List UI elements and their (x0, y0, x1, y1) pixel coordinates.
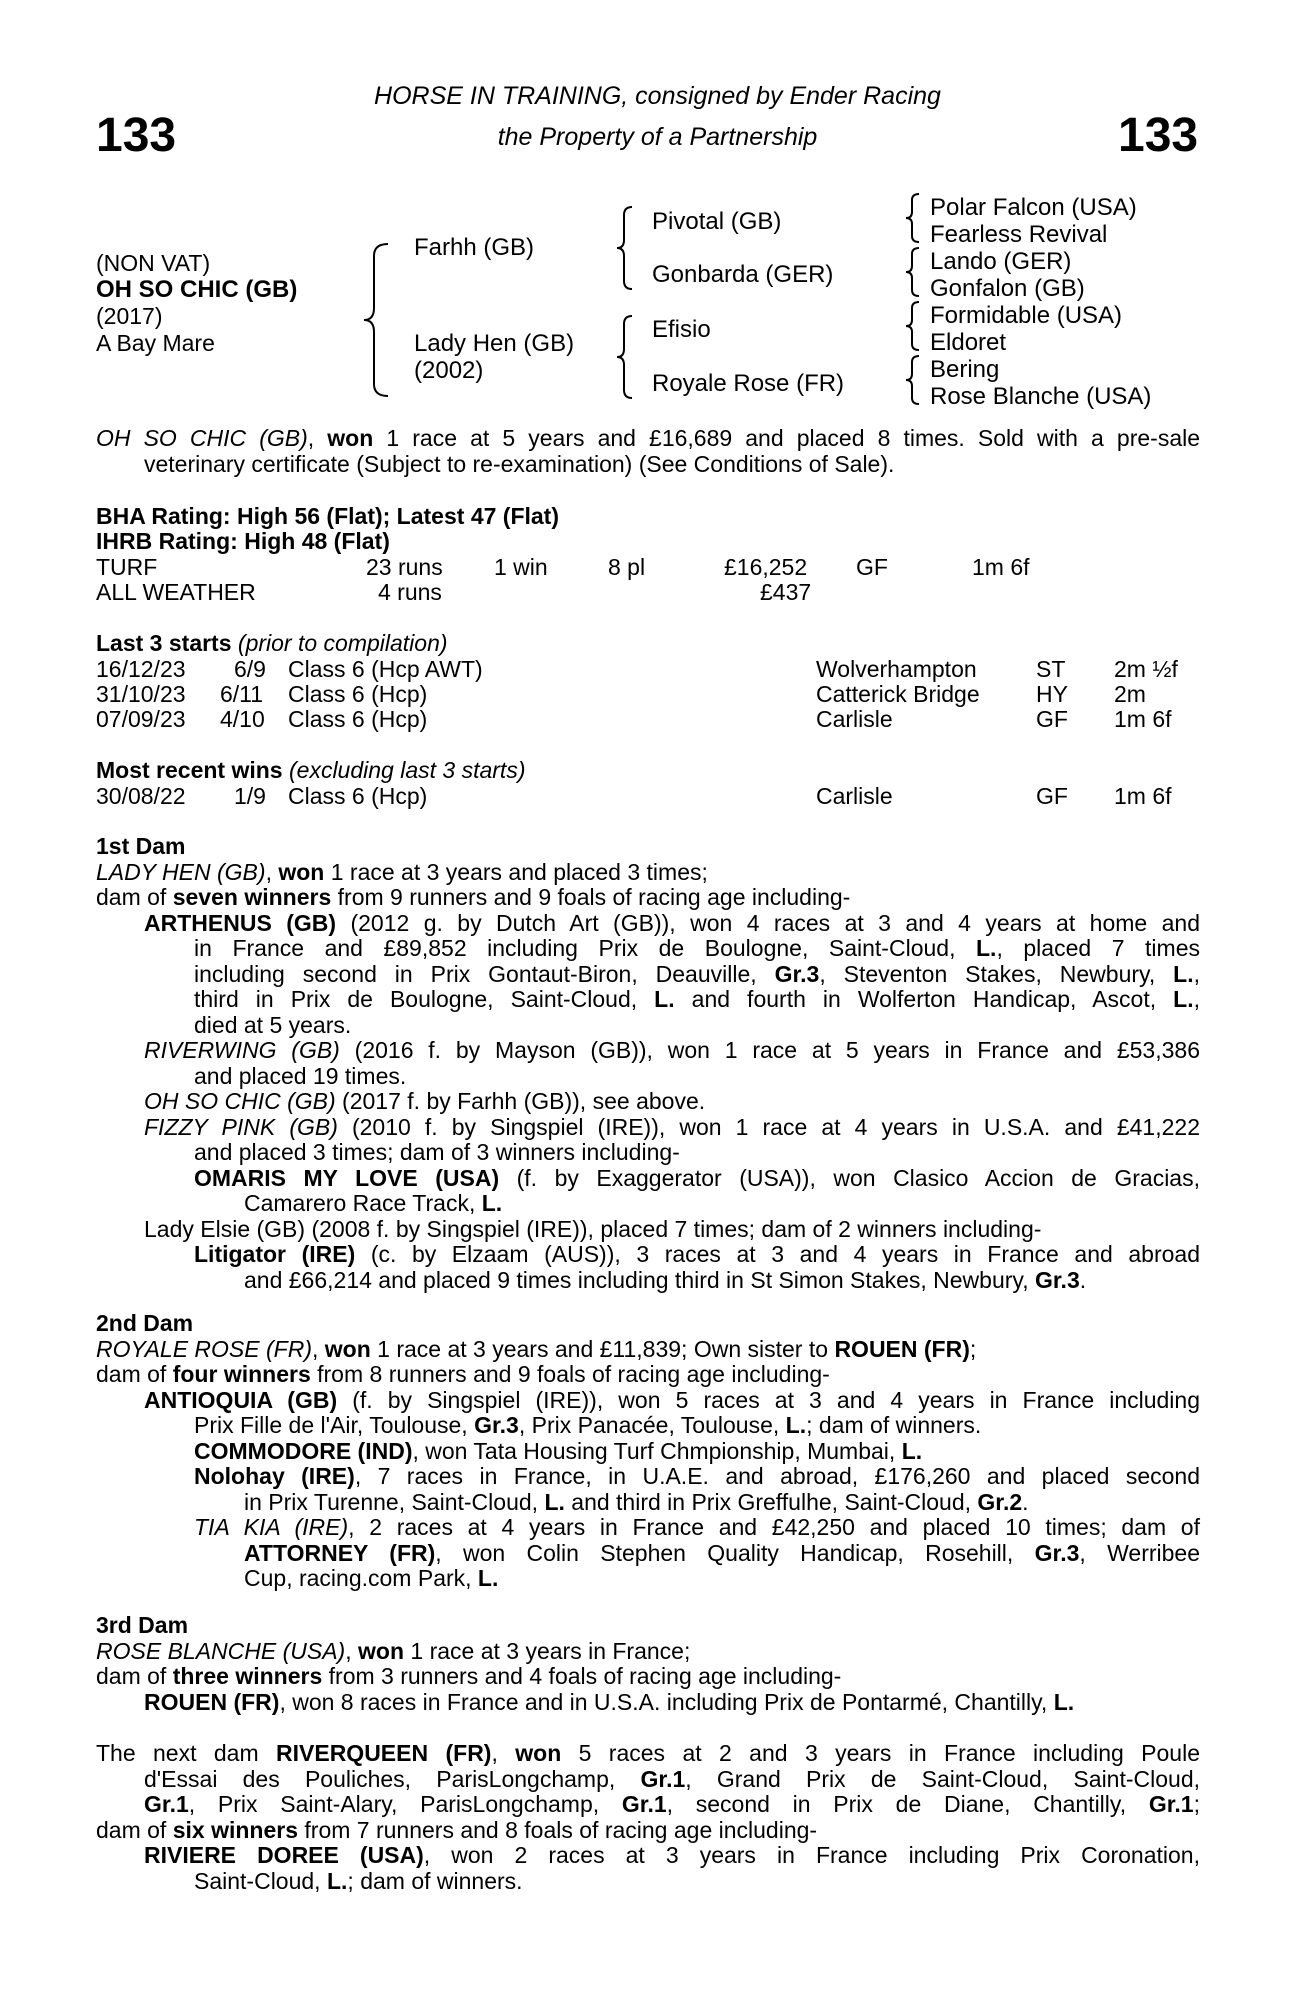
start-distance: 2m ½f (1114, 656, 1178, 682)
next-dam-record: 5 races at 2 and 3 years in France including Poule (561, 1740, 1200, 1766)
first-dam-title: 1st Dam (96, 833, 186, 859)
next-dam-section: The next dam RIVERQUEEN (FR), won 5 races at 2 and 3 years in France including Poule d'Essai des Pouliches, ParisLongchamp, Gr.1, Grand Prix de Saint-Cloud, Saint-Cloud, Gr.1, Prix Saint-Alary, ParisLongchamp, Gr.1, second in Prix de Diane, Chantilly, Gr.1; dam of six winners from 7 runners and 8 foals of racing age including- RIVIERE DOREE (USA), won 2 races at 3 years in France including Prix Coronation, Saint-Cloud, L.; dam of winners. (96, 1740, 1200, 1894)
progeny-text: and placed 3 times; dam of 3 winners including- (194, 1139, 680, 1165)
progeny-nolohay (96, 1464, 1200, 1515)
third-dam-produce-suffix: from 3 runners and 4 foals of racing age including- (322, 1663, 842, 1689)
second-dam-title: 2nd Dam (96, 1310, 194, 1336)
pedigree-ggp-8: Rose Blanche (USA) (930, 383, 1152, 410)
horse-year: (2017) (96, 303, 163, 329)
progeny-name: COMMODORE (IND) (194, 1437, 413, 1464)
ratings-row-going: GF (856, 554, 888, 580)
last-starts-note: (prior to compilation) (237, 630, 448, 656)
first-dam-section: 1st Dam LADY HEN (GB), won 1 race at 3 years and placed 3 times; dam of seven winners from 9 runners and 9 foals of racing age including- ARTHENUS (GB) (2012 g. by Dutch Art (GB)), won 4 races at 3 and 4 years at home and in France and £89,852 including Prix de Boulogne, Saint-Cloud, L., placed 7 times including second in Prix Gontaut-Biron, Deauville, Gr.3, Steventon Stakes, Newbury, L., third in Prix de Boulogne, Saint-Cloud, L. and fourth in Wolferton Handicap, Ascot, L., died at 5 years. RIVERWING (GB) (2016 f. by Mayson (GB)), won 1 race at 5 years in France and £53,386 and placed 19 times. OH SO CHIC (GB) (2017 f. by Farhh (GB)), see above. FIZZY PINK (GB) (2010 f. by Singspiel (IRE)), won 1 race at 4 years in U.S.A. and £41,222 and placed 3 times; dam of 3 winners including- OMARIS MY LOVE (USA) (f. by Exaggerator (USA)), won Clasico Accion de Gracias, Camarero Race Track, L. Lady Elsie (GB) (2008 f. by Singspiel (IRE)), placed 7 times; dam of 2 winners including- Litigator (IRE) (c. by Elzaam (AUS)), 3 races at 3 and 4 years in France and abroad and £66,214 and placed 9 times including third in St Simon Stakes, Newbury, Gr.3. (96, 833, 1200, 1293)
progeny-text: and fourth in Wolferton Handicap, Ascot, (674, 986, 1174, 1012)
next-dam-winners: six winners (172, 1816, 298, 1843)
progeny-text: ; dam of winners. (347, 1867, 523, 1894)
third-dam-won: won (358, 1637, 404, 1664)
progeny-litigator (96, 1242, 1200, 1293)
ratings-row-surface: ALL WEATHER (96, 579, 256, 605)
progeny-text: in France and £89,852 including Prix de Boulogne, Saint-Cloud, (194, 935, 976, 961)
listed-badge: L. (976, 935, 997, 961)
win-date: 30/08/22 (96, 783, 186, 809)
horse-description: A Bay Mare (96, 330, 215, 356)
next-dam-name: RIVERQUEEN (FR) (276, 1740, 492, 1766)
pedigree-brace-ggp4 (903, 354, 925, 406)
start-position: 6/11 (220, 681, 264, 707)
first-dam-won: won (278, 858, 325, 885)
progeny-name: OH SO CHIC (GB) (144, 1088, 336, 1114)
progeny-name: ANTIOQUIA (GB) (144, 1386, 338, 1413)
ratings-row-prize: £437 (760, 579, 812, 605)
listed-badge: L. (326, 1867, 348, 1894)
group-badge: Gr.1 (1148, 1791, 1194, 1817)
second-dam-section: 2nd Dam ROYALE ROSE (FR), won 1 race at 3 years and £11,839; Own sister to ROUEN (FR); dam of four winners from 8 runners and 9 foals of racing age including- ANTIOQUIA (GB) (f. by Singspiel (IRE)), won 5 races at 3 and 4 years in France including Prix Fille de l'Air, Toulouse, Gr.3, Prix Panacée, Toulouse, L.; dam of winners. COMMODORE (IND), won Tata Housing Turf Chmpionship, Mumbai, L. Nolohay (IRE), 7 races in France, in U.A.E. and abroad, £176,260 and placed second in Prix Turenne, Saint-Cloud, L. and third in Prix Greffulhe, Saint-Cloud, Gr.2. TIA KIA (IRE), 2 races at 4 years in France and £42,250 and placed 10 times; dam of ATTORNEY (FR), won Colin Stephen Quality Handicap, Rosehill, Gr.3, Werribee Cup, racing.com Park, L. (96, 1310, 1201, 1591)
performance-summary: OH SO CHIC (GB), won 1 race at 5 years and £16,689 and placed 8 times. Sold with a pre-sale veterinary certificate (Subject to re-examination) (See Conditions of Sale). (96, 425, 1201, 477)
ihrb-rating: IHRB Rating: High 48 (Flat) (96, 528, 390, 554)
progeny-text: in Prix Turenne, Saint-Cloud, (244, 1488, 545, 1515)
pedigree-brace-ggp2 (903, 246, 925, 298)
group-badge: Gr.1 (144, 1791, 189, 1817)
progeny-name: OMARIS MY LOVE (USA) (194, 1164, 500, 1191)
last-starts-heading (96, 632, 448, 655)
last-starts-title: Last 3 starts (96, 630, 232, 656)
progeny-text: died at 5 years. (194, 1011, 352, 1038)
start-race: Class 6 (Hcp) (288, 681, 428, 707)
progeny-text: , Prix Panacée, Toulouse, (518, 1412, 786, 1438)
progeny-name: Litigator (IRE) (194, 1241, 356, 1267)
summary-horse-name: OH SO CHIC (GB) (96, 425, 308, 451)
progeny-commodore (96, 1439, 1200, 1465)
listed-badge: L. (1173, 986, 1194, 1012)
win-going: GF (1036, 783, 1068, 809)
start-position: 4/10 (220, 706, 265, 732)
win-race: Class 6 (Hcp) (288, 783, 428, 809)
progeny-text: , won 2 races at 3 years in France including Prix Coronation, (423, 1842, 1200, 1868)
progeny-text: (2012 g. by Dutch Art (GB)), won 4 races at 3 and 4 years at home and (336, 909, 1200, 936)
win-course: Carlisle (816, 783, 893, 809)
progeny-text: (f. by Exaggerator (USA)), won Clasico Accion de Gracias, (499, 1164, 1200, 1191)
progeny-name: Nolohay (IRE) (194, 1463, 355, 1489)
ratings-row-prize: £16,252 (724, 554, 808, 580)
pedigree-ggp-3: Lando (GER) (930, 248, 1072, 275)
listed-badge: L. (901, 1437, 923, 1464)
progeny-text: and £66,214 and placed 9 times including third in St Simon Stakes, Newbury, (244, 1266, 1035, 1293)
progeny-text: and placed 19 times. (194, 1062, 407, 1089)
progeny-text: . (1079, 1266, 1087, 1293)
progeny-text: (2017 f. by Farhh (GB)), see above. (335, 1088, 706, 1114)
start-course: Carlisle (816, 706, 893, 732)
pedigree-ggp-1: Polar Falcon (USA) (930, 194, 1137, 221)
progeny-lady-elsie (96, 1217, 1200, 1243)
start-distance: 2m (1114, 681, 1146, 707)
start-date: 31/10/23 (96, 681, 186, 707)
progeny-text: (2016 f. by Mayson (GB)), won 1 race at 5 years in France and £53,386 (339, 1037, 1200, 1063)
next-dam-record: , second in Prix de Diane, Chantilly, (666, 1791, 1149, 1817)
first-dam-record: 1 race at 3 years and placed 3 times; (324, 858, 708, 885)
listed-badge: L. (785, 1412, 807, 1438)
second-dam-won: won (324, 1335, 371, 1362)
progeny-text: , (1193, 986, 1200, 1012)
start-position: 6/9 (234, 656, 266, 682)
progeny-text: , won Colin Stephen Quality Handicap, Rosehill, (435, 1539, 1035, 1566)
first-dam-produce-prefix: dam of (96, 884, 173, 910)
progeny-name: RIVERWING (GB) (144, 1037, 340, 1063)
progeny-text: , won Tata Housing Turf Chmpionship, Mumbai, (412, 1437, 902, 1464)
pedigree-brace-ggp1 (903, 192, 925, 244)
start-going: HY (1036, 681, 1068, 707)
progeny-text: (f. by Singspiel (IRE)), won 5 races at 3 and 4 years in France including (337, 1386, 1201, 1413)
ratings-row-runs: 23 runs (366, 554, 443, 580)
third-dam-section: 3rd Dam ROSE BLANCHE (USA), won 1 race at 3 years in France; dam of three winners from 3 runners and 4 foals of racing age including- ROUEN (FR), won 8 races in France and in U.S.A. including Prix de Pontarmé, Chantilly, L. (96, 1613, 1200, 1715)
progeny-text: third in Prix de Boulogne, Saint-Cloud, (194, 986, 655, 1012)
progeny-ohsochic (96, 1089, 1200, 1115)
second-dam-winners: four winners (172, 1361, 311, 1387)
progeny-text: , 7 races in France, in U.A.E. and abroad, £176,260 and placed second (354, 1463, 1201, 1489)
start-date: 07/09/23 (96, 706, 186, 732)
group-badge: Gr.3 (1034, 1539, 1080, 1566)
pedigree-sire-sire: Pivotal (GB) (652, 208, 782, 235)
second-dam-record: 1 race at 3 years and £11,839; Own sister to (370, 1335, 835, 1362)
listed-badge: L. (1053, 1688, 1075, 1715)
pedigree-sire-dam: Gonbarda (GER) (652, 261, 834, 288)
pedigree-ggp-2: Fearless Revival (930, 221, 1108, 248)
group-badge: Gr.1 (640, 1765, 686, 1792)
progeny-text: , 2 races at 4 years in France and £42,250 and placed 10 times; dam of (348, 1514, 1200, 1540)
recent-wins-note: (excluding last 3 starts) (289, 757, 526, 783)
ratings-row-surface: TURF (96, 554, 158, 580)
header-consignor: HORSE IN TRAINING, consigned by Ender Racing (374, 82, 941, 110)
progeny-riverwing (96, 1038, 1200, 1089)
pedigree-ggp-5: Formidable (USA) (930, 302, 1123, 329)
pedigree-dam: Lady Hen (GB) (414, 330, 575, 357)
lot-number-right: 133 (1118, 109, 1199, 162)
progeny-text: Prix Fille de l'Air, Toulouse, (194, 1412, 475, 1438)
first-dam-name: LADY HEN (GB) (96, 858, 266, 885)
progeny-text: , Steventon Stakes, Newbury, (819, 960, 1174, 987)
next-dam-prefix: The next dam (96, 1740, 277, 1766)
progeny-text: , won 8 races in France and in U.S.A. including Prix de Pontarmé, Chantilly, (279, 1688, 1054, 1715)
second-dam-produce-prefix: dam of (96, 1361, 173, 1387)
progeny-text: . (1022, 1488, 1029, 1515)
pedigree-brace-main (360, 240, 400, 400)
group-badge: Gr.1 (621, 1791, 667, 1817)
progeny-tia-kia (96, 1515, 1200, 1592)
third-dam-record: 1 race at 3 years in France; (404, 1637, 691, 1664)
group-badge: Gr.3 (1034, 1266, 1080, 1293)
summary-text-1: 1 race at 5 years and £16,689 and placed 8 times. Sold with a pre-sale (373, 425, 1201, 451)
progeny-text: and third in Prix Greffulhe, Saint-Cloud, (564, 1488, 978, 1515)
progeny-text: Cup, racing.com Park, (244, 1565, 478, 1591)
pedigree-brace-sire (614, 205, 638, 291)
progeny-fizzy-pink (96, 1115, 1200, 1166)
second-dam-name: ROYALE ROSE (FR) (96, 1335, 312, 1362)
start-going: GF (1036, 706, 1068, 732)
next-dam-produce-suffix: from 7 runners and 8 foals of racing age including- (298, 1816, 818, 1843)
ratings-row-placed: 8 pl (608, 554, 646, 580)
group-badge: Gr.2 (977, 1488, 1023, 1515)
progeny-text: , Werribee (1079, 1539, 1200, 1566)
recent-wins-heading (96, 759, 525, 782)
listed-badge: L. (477, 1565, 499, 1591)
group-badge: Gr.3 (774, 960, 820, 987)
header-property: the Property of a Partnership (497, 123, 818, 151)
second-dam-record-end: ; (969, 1335, 977, 1362)
pedigree-ggp-6: Eldoret (930, 329, 1007, 356)
progeny-text: including second in Prix Gontaut-Biron, Deauville, (194, 960, 775, 987)
start-race: Class 6 (Hcp AWT) (288, 656, 483, 682)
progeny-text: Saint-Cloud, (194, 1867, 327, 1894)
vat-status: (NON VAT) (96, 250, 211, 276)
pedigree-ggp-7: Bering (930, 356, 1000, 383)
next-dam-won: won (515, 1740, 562, 1766)
next-dam-record: d'Essai des Pouliches, ParisLongchamp, (144, 1765, 641, 1792)
group-badge: Gr.3 (474, 1412, 519, 1438)
next-dam-record: , Prix Saint-Alary, ParisLongchamp, (188, 1791, 622, 1817)
first-dam-produce-suffix: from 9 runners and 9 foals of racing age including- (331, 884, 851, 910)
progeny-text: (c. by Elzaam (AUS)), 3 races at 3 and 4 years in France and abroad (355, 1241, 1200, 1267)
start-date: 16/12/23 (96, 656, 186, 682)
progeny-text: , (1193, 960, 1200, 987)
pedigree-ggp-4: Gonfalon (GB) (930, 275, 1085, 302)
start-course: Catterick Bridge (816, 681, 980, 707)
progeny-text: Lady Elsie (GB) (2008 f. by Singspiel (IRE)), placed 7 times; dam of 2 winners including- (144, 1215, 1042, 1242)
pedigree-brace-ggp3 (903, 300, 925, 352)
progeny-omaris-my-love (96, 1166, 1200, 1217)
listed-badge: L. (654, 986, 675, 1012)
summary-won: won (327, 425, 374, 451)
recent-wins-title: Most recent wins (96, 757, 283, 783)
progeny-text: , placed 7 times (996, 935, 1200, 961)
pedigree-dam-year: (2002) (414, 357, 484, 384)
progeny-name: RIVIERE DOREE (USA) (144, 1842, 424, 1868)
progeny-name: ATTORNEY (FR) (244, 1539, 436, 1566)
win-distance: 1m 6f (1114, 783, 1172, 809)
second-dam-produce-suffix: from 8 runners and 9 foals of racing age including- (310, 1361, 830, 1387)
progeny-text: (2010 f. by Singspiel (IRE)), won 1 race at 4 years in U.S.A. and £41,222 (337, 1113, 1200, 1140)
ratings-row-distance: 1m 6f (972, 554, 1030, 580)
ratings-row-wins: 1 win (494, 554, 548, 580)
pedigree-dam-sire: Efisio (652, 316, 711, 343)
third-dam-title: 3rd Dam (96, 1612, 189, 1638)
pedigree-brace-dam (614, 314, 638, 400)
progeny-antioquia (96, 1388, 1200, 1439)
start-distance: 1m 6f (1114, 706, 1172, 732)
ratings-row-runs: 4 runs (378, 579, 442, 605)
third-dam-produce-prefix: dam of (96, 1663, 173, 1689)
progeny-name: ARTHENUS (GB) (144, 909, 337, 936)
bha-rating: BHA Rating: High 56 (Flat); Latest 47 (Flat) (96, 503, 559, 529)
progeny-name: ROUEN (FR) (144, 1688, 280, 1715)
progeny-rouen (96, 1690, 1200, 1716)
pedigree-sire: Farhh (GB) (414, 234, 535, 261)
start-race: Class 6 (Hcp) (288, 706, 428, 732)
progeny-arthenus (96, 911, 1200, 1039)
start-course: Wolverhampton (816, 656, 977, 682)
lot-number-left: 133 (96, 109, 177, 162)
next-dam-record: ; (1193, 1791, 1200, 1817)
next-dam-record: , Grand Prix de Saint-Cloud, Saint-Cloud, (685, 1765, 1200, 1792)
second-dam-sister: ROUEN (FR) (834, 1335, 970, 1362)
listed-badge: L. (1173, 960, 1194, 987)
pedigree-dam-dam: Royale Rose (FR) (652, 370, 845, 397)
win-position: 1/9 (234, 783, 266, 809)
summary-text-2: veterinary certificate (Subject to re-examination) (See Conditions of Sale). (144, 450, 895, 477)
third-dam-name: ROSE BLANCHE (USA) (96, 1637, 346, 1664)
third-dam-winners: three winners (172, 1663, 323, 1689)
listed-badge: L. (481, 1190, 503, 1216)
progeny-name: FIZZY PINK (GB) (144, 1113, 338, 1140)
next-dam-produce-prefix: dam of (96, 1816, 173, 1843)
start-going: ST (1036, 656, 1066, 682)
horse-name: OH SO CHIC (GB) (96, 276, 298, 303)
first-dam-winners: seven winners (172, 884, 332, 910)
progeny-name: TIA KIA (IRE) (194, 1514, 349, 1540)
progeny-text: ; dam of winners. (806, 1412, 982, 1438)
listed-badge: L. (544, 1488, 565, 1515)
progeny-riviere-doree (96, 1843, 1200, 1894)
progeny-text: Camarero Race Track, (244, 1190, 482, 1216)
